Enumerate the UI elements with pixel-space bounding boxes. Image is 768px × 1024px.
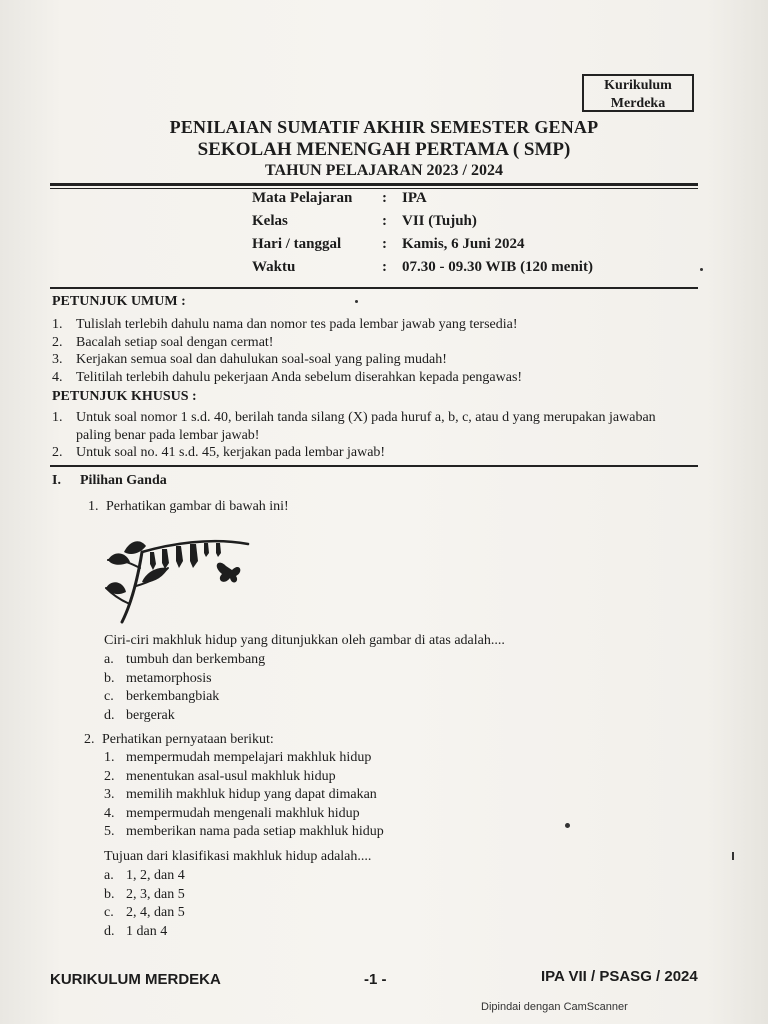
info-value: 07.30 - 09.30 WIB (120 menit): [402, 259, 593, 275]
curriculum-badge: [582, 74, 694, 112]
info-value: Kamis, 6 Juni 2024: [402, 236, 525, 252]
badge-line-1: Kurikulum: [604, 78, 672, 93]
info-colon: :: [382, 213, 387, 229]
footer-curriculum: KURIKULUM MERDEKA: [50, 971, 221, 988]
list-item-continuation: paling benar pada lembar jawab!: [76, 427, 260, 443]
scan-speck: [565, 823, 570, 828]
special-instructions-title: PETUNJUK KHUSUS :: [52, 389, 197, 404]
scan-speck: [732, 852, 734, 860]
q2-question: Tujuan dari klasifikasi makhluk hidup adalah....: [104, 849, 372, 864]
header-divider-thick: [50, 183, 698, 186]
option-item: d. 1 dan 4: [104, 923, 168, 939]
badge-line-2: Merdeka: [610, 96, 666, 111]
list-item: 2. menentukan asal-usul makhluk hidup: [104, 768, 336, 784]
section-title: Pilihan Ganda: [80, 473, 167, 488]
exam-title: PENILAIAN SUMATIF AKHIR SEMESTER GENAP: [169, 117, 599, 137]
info-key: Kelas: [252, 213, 288, 229]
metamorphosis-illustration-icon: [100, 522, 260, 627]
plant-butterfly-image: [100, 522, 260, 627]
school-level-title: SEKOLAH MENENGAH PERTAMA ( SMP): [197, 139, 571, 160]
info-row-time: [252, 259, 593, 281]
option-item: b. 2, 3, dan 5: [104, 886, 185, 902]
info-colon: :: [382, 190, 387, 206]
footer-exam-code: IPA VII / PSASG / 2024: [541, 968, 698, 985]
q2-statements: [104, 749, 384, 842]
section-number: I.: [52, 473, 61, 488]
option-item: a. tumbuh dan berkembang: [104, 652, 266, 667]
list-item: 1. Untuk soal nomor 1 s.d. 40, berilah tanda silang (X) pada huruf a, b, c, atau d yang merupakan jawaban: [52, 410, 656, 425]
general-instructions-list: [52, 316, 702, 386]
q1-options: [104, 651, 265, 725]
q1-prompt: 1. Perhatikan gambar di bawah ini!: [88, 499, 289, 514]
info-key: Hari / tanggal: [252, 236, 342, 252]
info-value: IPA: [402, 190, 427, 206]
scan-speck: [700, 268, 703, 271]
instructions-divider: [50, 465, 698, 467]
info-colon: :: [382, 236, 387, 252]
header-divider-thin: [50, 188, 698, 189]
list-item: 4. mempermudah mengenali makhluk hidup: [104, 805, 360, 821]
section-heading: [52, 473, 167, 489]
option-item: d. bergerak: [104, 707, 175, 723]
option-item: c. 2, 4, dan 5: [104, 905, 185, 920]
list-item: 4. Telitilah terlebih dahulu pekerjaan Anda sebelum diserahkan kepada pengawas!: [52, 369, 523, 385]
info-row-date: [252, 236, 525, 258]
special-instructions-list: [52, 409, 712, 462]
footer-page-number: -1 -: [364, 971, 387, 988]
info-divider: [50, 287, 698, 289]
info-key: Mata Pelajaran: [252, 190, 353, 206]
academic-year-title: TAHUN PELAJARAN 2023 / 2024: [265, 162, 503, 179]
list-item: 2. Untuk soal no. 41 s.d. 45, kerjakan pada lembar jawab!: [52, 445, 386, 460]
q2-options: [104, 867, 185, 941]
info-row-class: [252, 213, 477, 235]
info-key: Waktu: [252, 259, 296, 275]
q1-question: Ciri-ciri makhluk hidup yang ditunjukkan oleh gambar di atas adalah....: [104, 633, 505, 648]
info-colon: :: [382, 259, 387, 275]
list-item: 1. Tulislah terlebih dahulu nama dan nomor tes pada lembar jawab yang tersedia!: [52, 317, 518, 332]
list-item: 2. Bacalah setiap soal dengan cermat!: [52, 334, 274, 350]
info-row-subject: [252, 190, 427, 212]
option-item: c. berkembangbiak: [104, 689, 220, 704]
info-value: VII (Tujuh): [402, 213, 477, 229]
general-instructions-title: PETUNJUK UMUM :: [52, 294, 186, 309]
option-item: a. 1, 2, dan 4: [104, 868, 185, 883]
list-item: 3. Kerjakan semua soal dan dahulukan soal-soal yang paling mudah!: [52, 352, 447, 367]
list-item: 1. mempermudah mempelajari makhluk hidup: [104, 750, 372, 765]
list-item: 5. memberikan nama pada setiap makhluk hidup: [104, 824, 384, 839]
option-item: b. metamorphosis: [104, 670, 212, 686]
scan-speck: [355, 300, 358, 303]
q2-prompt: 2. Perhatikan pernyataan berikut:: [84, 732, 274, 747]
list-item: 3. memilih makhluk hidup yang dapat dimakan: [104, 787, 377, 802]
scanner-watermark: Dipindai dengan CamScanner: [481, 1001, 628, 1013]
